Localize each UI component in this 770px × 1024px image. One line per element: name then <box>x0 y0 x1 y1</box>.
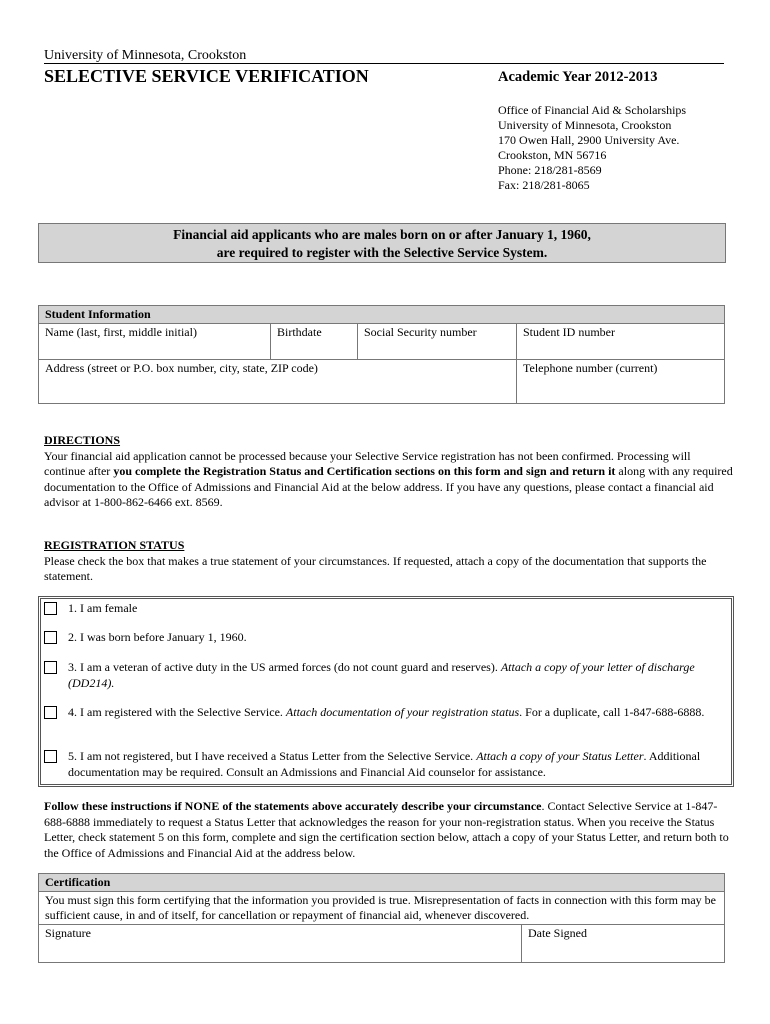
telephone-field[interactable]: Telephone number (current) <box>517 360 725 404</box>
registration-status-section <box>44 538 734 585</box>
registration-heading: REGISTRATION STATUS <box>44 538 185 552</box>
directions-section <box>44 433 734 511</box>
form-title: SELECTIVE SERVICE VERIFICATION <box>44 66 369 86</box>
registration-text: Please check the box that makes a true statement of your circumstances. If requested, attach a copy of the documentation that supports the statement. <box>44 553 707 583</box>
office-line: Crookston, MN 56716 <box>498 148 607 162</box>
certification-heading: Certification <box>39 874 725 892</box>
name-field[interactable]: Name (last, first, middle initial) <box>39 324 271 360</box>
directions-heading: DIRECTIONS <box>44 433 121 447</box>
status-checkbox-5[interactable] <box>44 750 57 763</box>
student-info-table <box>38 305 725 404</box>
directions-text: Your financial aid application cannot be processed because your Selective Service registration has not been confirmed. Processing will continue after you complete the Registration Status and Certification sections on this form and sign and return it along with any required documentation to the Office of Admissions and Financial Aid at the below address. If you have any questions, please contact a financial aid advisor at 1-800-862-6466 ext. 8569. <box>44 448 733 509</box>
office-phone: Phone: 218/281-8569 <box>498 163 602 177</box>
office-fax: Fax: 218/281-8065 <box>498 178 590 192</box>
status-option-text: 3. I am a veteran of active duty in the US armed forces (do not count guard and reserves). Attach a copy of your letter of discharge (DD214). <box>68 660 695 690</box>
status-checkbox-2[interactable] <box>44 631 57 644</box>
office-line: 170 Owen Hall, 2900 University Ave. <box>498 133 680 147</box>
certification-table <box>38 873 725 963</box>
student-info-heading: Student Information <box>39 306 725 324</box>
banner-line-2: are required to register with the Selective Service System. <box>216 245 548 260</box>
signature-field[interactable]: Signature <box>39 925 522 963</box>
status-option-1 <box>44 601 724 617</box>
status-option-text: 2. I was born before January 1, 1960. <box>68 630 247 644</box>
status-option-5 <box>44 749 724 780</box>
status-option-text: 1. I am female <box>68 601 138 615</box>
status-option-text: 5. I am not registered, but I have received a Status Letter from the Selective Service. Attach a copy of your Status Letter. Additional documentation may be required. Consult an Admissions and Financial Aid counselor for assistance. <box>68 749 701 779</box>
eligibility-banner <box>38 223 726 263</box>
office-line: University of Minnesota, Crookston <box>498 118 672 132</box>
status-option-2 <box>44 630 724 646</box>
header-rule <box>44 63 724 64</box>
student-id-field[interactable]: Student ID number <box>517 324 725 360</box>
office-address <box>498 103 686 193</box>
office-line: Office of Financial Aid & Scholarships <box>498 103 687 117</box>
banner-line-1: Financial aid applicants who are males born on or after January 1, 1960, <box>173 227 591 242</box>
none-apply-instructions: Follow these instructions if NONE of the statements above accurately describe your circumstance. Contact Selective Service at 1-847-688-6888 immediately to request a Status Letter that acknowledges the reason for your non-registration status. When you receive the Status Letter, check statement 5 on this form, complete and sign the certification section below, attach a copy of your Status Letter, and return both to the Office of Admissions and Financial Aid at the address below. <box>44 799 729 860</box>
birthdate-field[interactable]: Birthdate <box>271 324 358 360</box>
status-option-3 <box>44 660 724 691</box>
status-checkbox-1[interactable] <box>44 602 57 615</box>
date-signed-field[interactable]: Date Signed <box>522 925 725 963</box>
university-name: University of Minnesota, Crookston <box>44 48 247 63</box>
certification-text: You must sign this form certifying that the information you provided is true. Misrepresentation of facts in connection with this form may be sufficient cause, in and of itself, for cancellation or repayment of financial aid, whenever discovered. <box>39 892 725 925</box>
academic-year: Academic Year 2012-2013 <box>498 69 658 85</box>
status-option-4 <box>44 705 724 721</box>
status-checkbox-4[interactable] <box>44 706 57 719</box>
ssn-field[interactable]: Social Security number <box>358 324 517 360</box>
status-checkbox-3[interactable] <box>44 661 57 674</box>
status-option-text: 4. I am registered with the Selective Service. Attach documentation of your registration status. For a duplicate, call 1-847-688-6888. <box>68 705 705 719</box>
address-field[interactable]: Address (street or P.O. box number, city, state, ZIP code) <box>39 360 517 404</box>
